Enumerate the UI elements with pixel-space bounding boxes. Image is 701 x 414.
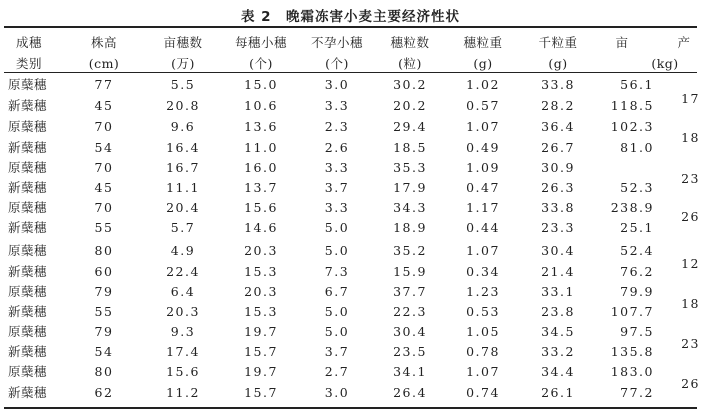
- cell-sterile-spikelets: 2.7: [324, 364, 350, 379]
- cell-kgw: 26.7: [541, 140, 575, 155]
- side-value: 23: [681, 171, 700, 186]
- cell-kgw: 33.8: [541, 77, 575, 92]
- header-sterile-spikelets: 不孕小穗: [310, 35, 364, 50]
- cell-grain-weight: 1.07: [466, 364, 500, 379]
- side-value: 12: [681, 256, 700, 271]
- header-category: 成穗: [15, 35, 43, 50]
- cell-grains-per-ear: 30.2: [393, 77, 427, 92]
- cell-grains-per-ear: 23.5: [393, 344, 427, 359]
- cell-plant-height: 77: [94, 77, 114, 92]
- cell-plant-height: 60: [94, 264, 114, 279]
- header-kgw: 千粒重: [538, 35, 578, 50]
- cell-spikelets: 15.3: [244, 264, 278, 279]
- header-unit-yield: (kg): [651, 56, 679, 71]
- cell-ears-per-mu: 17.4: [166, 344, 200, 359]
- cell-grains-per-ear: 22.3: [393, 304, 427, 319]
- cell-category: 原蘖穗: [8, 324, 48, 339]
- cell-category: 新蘖穗: [8, 385, 48, 400]
- cell-category: 新蘖穗: [8, 220, 48, 235]
- cell-sterile-spikelets: 3.3: [324, 160, 350, 175]
- cell-category: 新蘖穗: [8, 180, 48, 195]
- cell-sterile-spikelets: 2.6: [324, 140, 350, 155]
- cell-category: 原蘖穗: [8, 77, 48, 92]
- cell-yield: 56.1: [620, 77, 654, 92]
- cell-category: 原蘖穗: [8, 284, 48, 299]
- cell-kgw: 36.4: [541, 119, 575, 134]
- cell-yield: 25.1: [620, 220, 654, 235]
- cell-yield: 97.5: [620, 324, 654, 339]
- cell-grains-per-ear: 34.1: [393, 364, 427, 379]
- cell-grains-per-ear: 18.9: [393, 220, 427, 235]
- cell-kgw: 23.8: [541, 304, 575, 319]
- header-unit-plant-height: (cm): [88, 56, 120, 71]
- cell-sterile-spikelets: 3.7: [324, 344, 350, 359]
- cell-kgw: 34.4: [541, 364, 575, 379]
- cell-spikelets: 10.6: [244, 98, 278, 113]
- cell-ears-per-mu: 20.3: [166, 304, 200, 319]
- cell-grain-weight: 1.02: [466, 77, 500, 92]
- cell-yield: 52.3: [620, 180, 654, 195]
- cell-grain-weight: 1.09: [466, 160, 500, 175]
- side-value: 23: [681, 336, 700, 351]
- cell-ears-per-mu: 16.7: [166, 160, 200, 175]
- header-plant-height: 株高: [90, 35, 118, 50]
- cell-ears-per-mu: 16.4: [166, 140, 200, 155]
- cell-kgw: 28.2: [541, 98, 575, 113]
- cell-ears-per-mu: 9.6: [170, 119, 196, 134]
- cell-category: 新蘖穗: [8, 98, 48, 113]
- side-value: 18: [681, 296, 700, 311]
- cell-grains-per-ear: 29.4: [393, 119, 427, 134]
- side-value: 18: [681, 130, 700, 145]
- cell-ears-per-mu: 5.7: [170, 220, 196, 235]
- cell-plant-height: 70: [94, 160, 114, 175]
- header-unit-grains-per-ear: (粒): [398, 56, 422, 71]
- cell-ears-per-mu: 9.3: [170, 324, 196, 339]
- cell-plant-height: 55: [94, 304, 114, 319]
- cell-sterile-spikelets: 3.0: [324, 77, 350, 92]
- cell-grains-per-ear: 26.4: [393, 385, 427, 400]
- cell-grains-per-ear: 18.5: [393, 140, 427, 155]
- cell-spikelets: 11.0: [244, 140, 278, 155]
- cell-yield: 52.4: [620, 243, 654, 258]
- cell-yield: 183.0: [610, 364, 654, 379]
- cell-grain-weight: 1.05: [466, 324, 500, 339]
- cell-yield: 238.9: [610, 200, 654, 215]
- cell-ears-per-mu: 6.4: [170, 284, 196, 299]
- cell-grains-per-ear: 35.2: [393, 243, 427, 258]
- cell-grain-weight: 1.17: [466, 200, 500, 215]
- cell-plant-height: 55: [94, 220, 114, 235]
- cell-grains-per-ear: 37.7: [393, 284, 427, 299]
- top-rule: [4, 26, 697, 28]
- cell-grain-weight: 0.53: [466, 304, 500, 319]
- cell-spikelets: 20.3: [244, 243, 278, 258]
- cell-kgw: 30.9: [541, 160, 575, 175]
- cell-category: 原蘖穗: [8, 243, 48, 258]
- cell-kgw: 30.4: [541, 243, 575, 258]
- cell-grains-per-ear: 30.4: [393, 324, 427, 339]
- cell-sterile-spikelets: 6.7: [324, 284, 350, 299]
- cell-grain-weight: 1.23: [466, 284, 500, 299]
- cell-grains-per-ear: 34.3: [393, 200, 427, 215]
- cell-yield: 107.7: [610, 304, 654, 319]
- cell-sterile-spikelets: 5.0: [324, 220, 350, 235]
- header-rule: [4, 72, 697, 73]
- cell-plant-height: 45: [94, 98, 114, 113]
- cell-grains-per-ear: 35.3: [393, 160, 427, 175]
- cell-spikelets: 15.7: [244, 385, 278, 400]
- cell-sterile-spikelets: 2.3: [324, 119, 350, 134]
- cell-grains-per-ear: 17.9: [393, 180, 427, 195]
- cell-grain-weight: 0.47: [466, 180, 500, 195]
- cell-grains-per-ear: 15.9: [393, 264, 427, 279]
- cell-plant-height: 62: [94, 385, 114, 400]
- cell-spikelets: 15.3: [244, 304, 278, 319]
- cell-plant-height: 79: [94, 324, 114, 339]
- header-grain-weight: 穗粒重: [463, 35, 503, 50]
- cell-kgw: 21.4: [541, 264, 575, 279]
- cell-category: 新蘖穗: [8, 344, 48, 359]
- cell-ears-per-mu: 5.5: [170, 77, 196, 92]
- cell-plant-height: 70: [94, 200, 114, 215]
- cell-category: 原蘖穗: [8, 160, 48, 175]
- header-unit-grain-weight: (g): [473, 56, 493, 71]
- cell-sterile-spikelets: 5.0: [324, 243, 350, 258]
- cell-ears-per-mu: 15.6: [166, 364, 200, 379]
- header-unit-spikelets: (个): [249, 56, 273, 71]
- cell-kgw: 33.1: [541, 284, 575, 299]
- cell-grain-weight: 0.49: [466, 140, 500, 155]
- cell-spikelets: 19.7: [244, 364, 278, 379]
- cell-yield: 135.8: [610, 344, 654, 359]
- cell-ears-per-mu: 11.1: [166, 180, 200, 195]
- side-value: 26: [681, 209, 700, 224]
- cell-kgw: 23.3: [541, 220, 575, 235]
- cell-ears-per-mu: 4.9: [170, 243, 196, 258]
- cell-kgw: 34.5: [541, 324, 575, 339]
- cell-yield: 118.5: [610, 98, 654, 113]
- cell-sterile-spikelets: 5.0: [324, 304, 350, 319]
- cell-spikelets: 16.0: [244, 160, 278, 175]
- cell-grains-per-ear: 20.2: [393, 98, 427, 113]
- cell-grain-weight: 0.57: [466, 98, 500, 113]
- header-unit-sterile-spikelets: (个): [325, 56, 349, 71]
- bottom-rule: [4, 407, 697, 409]
- header-ears-per-mu: 亩穗数: [163, 35, 203, 50]
- table-title: 表 2 晚霜冻害小麦主要经济性状: [240, 9, 461, 25]
- cell-sterile-spikelets: 3.3: [324, 200, 350, 215]
- cell-spikelets: 15.0: [244, 77, 278, 92]
- cell-spikelets: 15.6: [244, 200, 278, 215]
- cell-yield: 79.9: [620, 284, 654, 299]
- cell-plant-height: 54: [94, 140, 114, 155]
- cell-sterile-spikelets: 3.0: [324, 385, 350, 400]
- cell-yield: 76.2: [620, 264, 654, 279]
- cell-spikelets: 13.7: [244, 180, 278, 195]
- cell-category: 新蘖穗: [8, 140, 48, 155]
- cell-spikelets: 14.6: [244, 220, 278, 235]
- header-unit-category: 类别: [15, 56, 43, 71]
- cell-plant-height: 54: [94, 344, 114, 359]
- cell-spikelets: 20.3: [244, 284, 278, 299]
- side-value: 17: [681, 91, 700, 106]
- header-yield-chan: 产: [677, 35, 691, 50]
- cell-sterile-spikelets: 5.0: [324, 324, 350, 339]
- cell-category: 原蘖穗: [8, 200, 48, 215]
- header-unit-kgw: (g): [548, 56, 568, 71]
- cell-spikelets: 15.7: [244, 344, 278, 359]
- cell-sterile-spikelets: 7.3: [324, 264, 350, 279]
- cell-grain-weight: 0.78: [466, 344, 500, 359]
- header-grains-per-ear: 穗粒数: [390, 35, 430, 50]
- cell-ears-per-mu: 20.4: [166, 200, 200, 215]
- cell-yield: 77.2: [620, 385, 654, 400]
- cell-kgw: 26.3: [541, 180, 575, 195]
- cell-grain-weight: 0.44: [466, 220, 500, 235]
- cell-plant-height: 79: [94, 284, 114, 299]
- cell-yield: 81.0: [620, 140, 654, 155]
- cell-ears-per-mu: 22.4: [166, 264, 200, 279]
- cell-sterile-spikelets: 3.7: [324, 180, 350, 195]
- cell-grain-weight: 0.34: [466, 264, 500, 279]
- side-value: 26: [681, 376, 700, 391]
- cell-kgw: 33.2: [541, 344, 575, 359]
- cell-yield: 102.3: [610, 119, 654, 134]
- cell-ears-per-mu: 11.2: [166, 385, 200, 400]
- cell-spikelets: 19.7: [244, 324, 278, 339]
- header-spikelets: 每穗小穗: [234, 35, 288, 50]
- header-unit-ears-per-mu: (万): [171, 56, 195, 71]
- cell-grain-weight: 1.07: [466, 119, 500, 134]
- cell-plant-height: 45: [94, 180, 114, 195]
- header-yield-mu: 亩: [615, 35, 629, 50]
- cell-category: 原蘖穗: [8, 364, 48, 379]
- cell-plant-height: 70: [94, 119, 114, 134]
- cell-category: 新蘖穗: [8, 264, 48, 279]
- cell-plant-height: 80: [94, 243, 114, 258]
- cell-category: 原蘖穗: [8, 119, 48, 134]
- cell-spikelets: 13.6: [244, 119, 278, 134]
- cell-kgw: 33.8: [541, 200, 575, 215]
- cell-grain-weight: 0.74: [466, 385, 500, 400]
- cell-grain-weight: 1.07: [466, 243, 500, 258]
- cell-sterile-spikelets: 3.3: [324, 98, 350, 113]
- cell-ears-per-mu: 20.8: [166, 98, 200, 113]
- cell-plant-height: 80: [94, 364, 114, 379]
- cell-category: 新蘖穗: [8, 304, 48, 319]
- cell-kgw: 26.1: [541, 385, 575, 400]
